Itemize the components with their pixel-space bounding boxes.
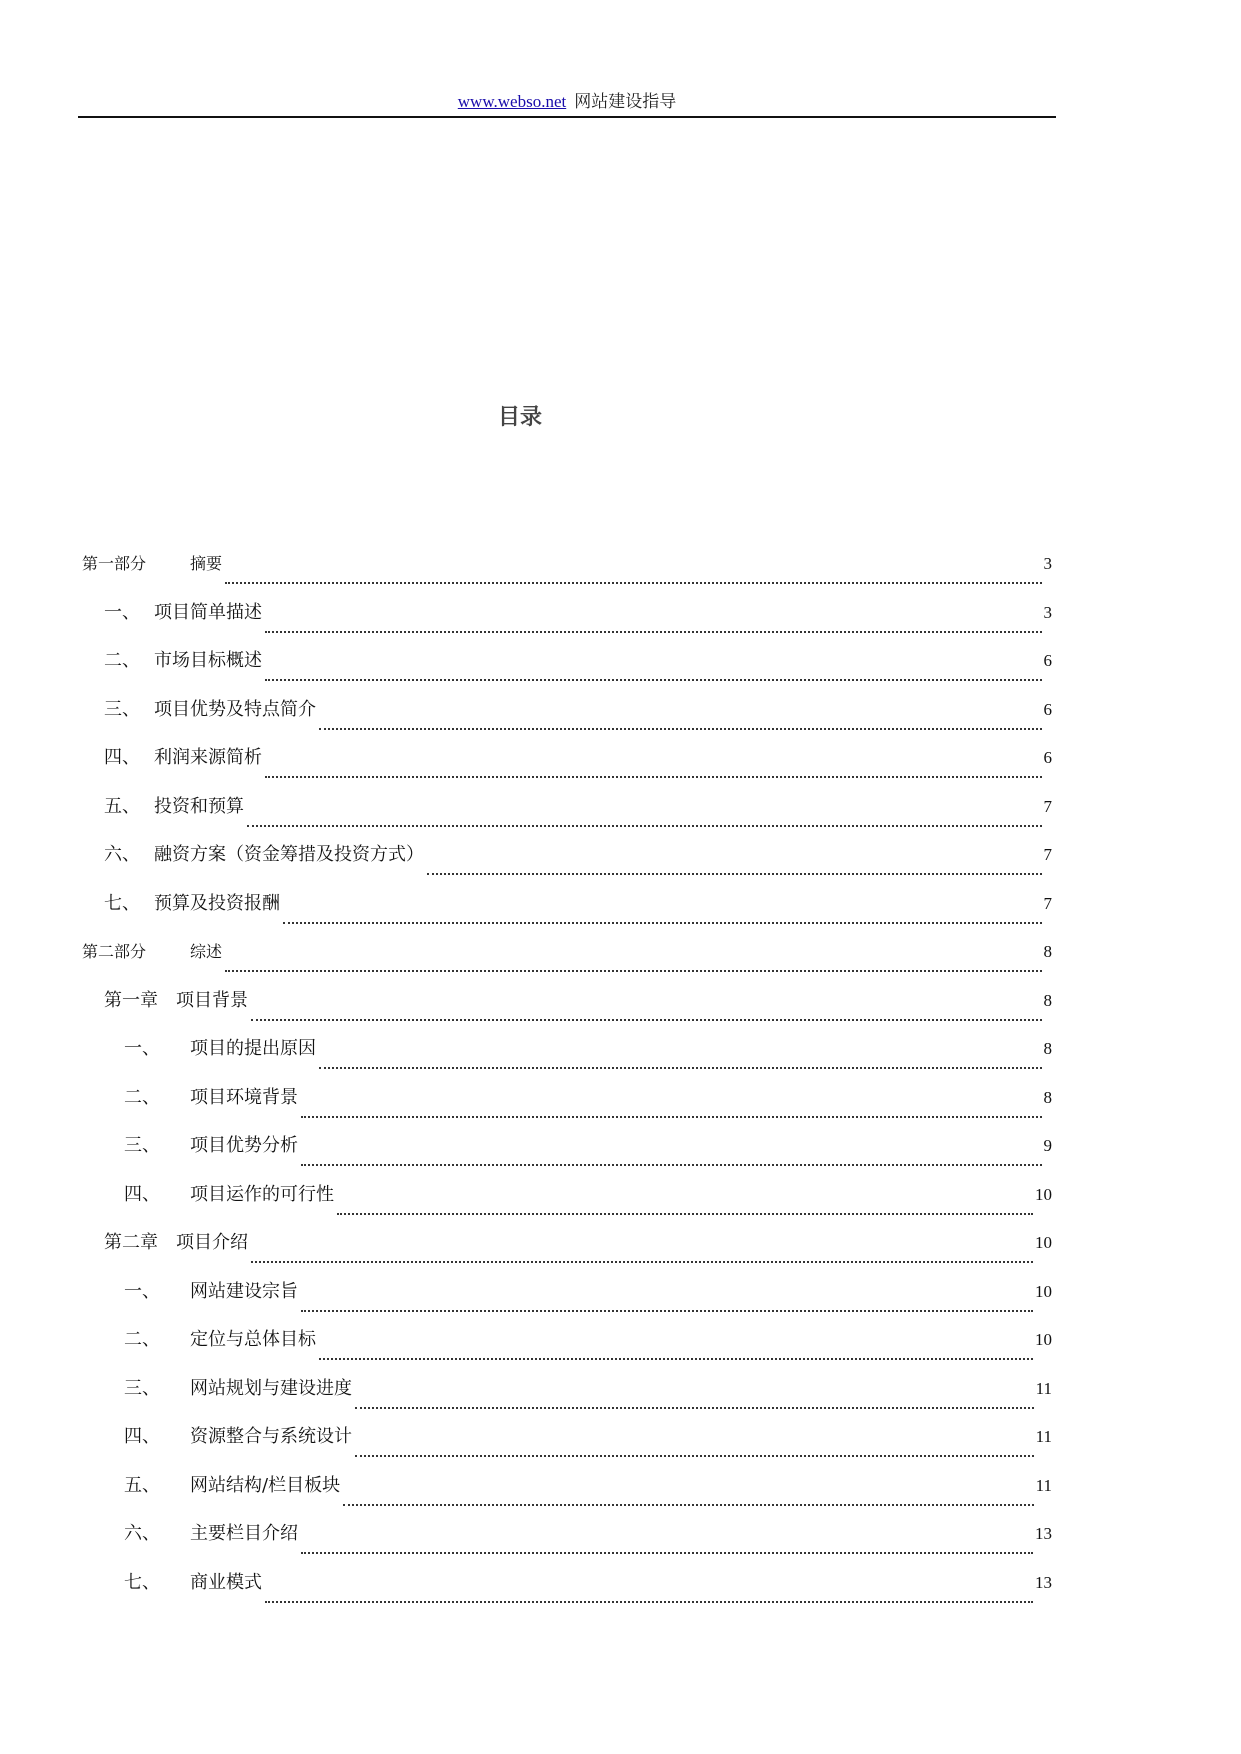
toc-title: 目录 [497, 405, 542, 430]
toc-page-number: 3 [1043, 602, 1052, 622]
toc-page-number: 8 [1043, 1087, 1052, 1107]
table-of-contents [82, 550, 1052, 1617]
toc-entry[interactable] [82, 1084, 1052, 1133]
header-site-link[interactable]: www.webso.net [457, 92, 567, 111]
toc-entry-number: 五、 [104, 795, 140, 817]
toc-dot-leader [301, 1552, 1033, 1554]
toc-dot-leader [265, 631, 1042, 633]
toc-dot-leader [355, 1455, 1034, 1457]
toc-entry[interactable] [82, 1472, 1052, 1521]
toc-entry-number: 第二部分 [82, 942, 147, 961]
toc-page-number: 6 [1043, 699, 1052, 719]
toc-page-number: 7 [1043, 893, 1052, 913]
toc-page-number: 7 [1043, 845, 1052, 864]
toc-entry[interactable] [82, 1520, 1052, 1569]
toc-page-number: 9 [1043, 1136, 1052, 1155]
toc-dot-leader [251, 1261, 1033, 1263]
toc-entry[interactable] [82, 1326, 1052, 1375]
toc-entry-label: 项目介绍 [176, 1232, 248, 1253]
toc-entry-label: 网站规划与建设进度 [190, 1377, 352, 1399]
toc-entry[interactable] [82, 938, 1052, 987]
toc-page-number: 11 [1035, 1427, 1052, 1446]
toc-page-number: 10 [1035, 1281, 1052, 1301]
toc-entry[interactable] [82, 1132, 1052, 1181]
header-divider [78, 116, 1056, 118]
toc-page-number: 8 [1043, 990, 1052, 1010]
toc-entry[interactable] [82, 550, 1052, 599]
toc-entry[interactable] [82, 1375, 1052, 1424]
toc-dot-leader [355, 1407, 1034, 1409]
toc-entry-number: 第二章 [104, 1232, 158, 1253]
toc-page-number: 6 [1043, 748, 1052, 767]
toc-page-number: 11 [1035, 1378, 1052, 1398]
toc-entry-label: 摘要 [190, 554, 223, 573]
toc-entry-number: 一、 [104, 601, 140, 623]
toc-entry[interactable] [82, 890, 1052, 939]
toc-entry-number: 七、 [104, 892, 140, 914]
toc-page-number: 13 [1035, 1524, 1052, 1543]
toc-dot-leader [343, 1504, 1034, 1506]
toc-page-number: 13 [1035, 1572, 1052, 1592]
toc-entry[interactable] [82, 696, 1052, 745]
toc-entry[interactable] [82, 1278, 1052, 1327]
toc-page-number: 8 [1043, 942, 1052, 961]
toc-entry-number: 七、 [124, 1571, 160, 1593]
toc-entry-number: 三、 [124, 1135, 160, 1156]
toc-entry-label: 市场目标概述 [154, 650, 262, 671]
toc-entry-label: 网站建设宗旨 [190, 1280, 298, 1302]
toc-dot-leader [283, 922, 1042, 924]
toc-entry-number: 四、 [124, 1183, 160, 1205]
toc-entry-number: 二、 [124, 1329, 160, 1350]
toc-entry-number: 六、 [104, 844, 140, 865]
toc-entry-label: 定位与总体目标 [190, 1329, 316, 1350]
toc-entry-label: 资源整合与系统设计 [190, 1426, 352, 1447]
toc-entry[interactable] [82, 744, 1052, 793]
toc-dot-leader [319, 1358, 1033, 1360]
toc-entry[interactable] [82, 1229, 1052, 1278]
toc-page-number: 10 [1035, 1330, 1052, 1349]
toc-entry[interactable] [82, 1569, 1052, 1618]
toc-dot-leader [247, 825, 1042, 827]
toc-entry-label: 项目的提出原因 [190, 1038, 316, 1059]
toc-entry-label: 项目背景 [176, 989, 248, 1011]
toc-page-number: 3 [1043, 554, 1052, 573]
toc-page-number: 10 [1035, 1233, 1052, 1252]
toc-dot-leader [427, 873, 1042, 875]
toc-entry-number: 四、 [124, 1426, 160, 1447]
toc-page-number: 10 [1035, 1184, 1052, 1204]
toc-dot-leader [337, 1213, 1033, 1215]
toc-dot-leader [265, 679, 1042, 681]
toc-dot-leader [225, 970, 1041, 972]
toc-dot-leader [265, 776, 1042, 778]
toc-entry-label: 项目环境背景 [190, 1086, 298, 1108]
toc-dot-leader [301, 1310, 1033, 1312]
toc-page-number: 8 [1043, 1039, 1052, 1058]
toc-page-number: 7 [1043, 796, 1052, 816]
toc-entry[interactable] [82, 1035, 1052, 1084]
toc-page-number: 6 [1043, 651, 1052, 670]
toc-entry-label: 网站结构/栏目板块 [190, 1474, 341, 1496]
toc-entry-label: 项目运作的可行性 [190, 1183, 334, 1205]
toc-dot-leader [225, 582, 1041, 584]
toc-entry-number: 三、 [124, 1377, 160, 1399]
toc-entry-label: 预算及投资报酬 [154, 892, 280, 914]
toc-entry-label: 主要栏目介绍 [190, 1523, 298, 1544]
toc-entry-number: 第一部分 [82, 554, 147, 573]
toc-dot-leader [301, 1164, 1042, 1166]
toc-entry-number: 一、 [124, 1038, 160, 1059]
toc-entry-label: 项目简单描述 [154, 601, 262, 623]
toc-entry-number: 二、 [104, 650, 140, 671]
toc-dot-leader [265, 1601, 1033, 1603]
toc-entry-label: 投资和预算 [154, 795, 244, 817]
toc-dot-leader [301, 1116, 1042, 1118]
toc-entry[interactable] [82, 599, 1052, 648]
toc-page-number: 11 [1035, 1475, 1052, 1495]
toc-entry-label: 融资方案（资金筹措及投资方式） [154, 844, 424, 865]
toc-entry[interactable] [82, 647, 1052, 696]
toc-entry[interactable] [82, 987, 1052, 1036]
toc-entry-label: 利润来源简析 [154, 747, 262, 768]
toc-entry-label: 综述 [190, 942, 223, 961]
toc-entry-number: 四、 [104, 747, 140, 768]
toc-entry-number: 一、 [124, 1280, 160, 1302]
toc-entry[interactable] [82, 1181, 1052, 1230]
toc-entry[interactable] [82, 1423, 1052, 1472]
toc-entry-number: 六、 [124, 1523, 160, 1544]
toc-entry-label: 商业模式 [190, 1571, 262, 1593]
toc-dot-leader [251, 1019, 1042, 1021]
toc-entry[interactable] [82, 841, 1052, 890]
page-header [78, 88, 1056, 116]
toc-entry-number: 二、 [124, 1086, 160, 1108]
toc-entry-number: 第一章 [104, 989, 158, 1011]
header-title: 网站建设指导 [574, 92, 677, 112]
toc-dot-leader [319, 728, 1042, 730]
toc-entry-number: 五、 [124, 1474, 160, 1496]
toc-entry-number: 三、 [104, 698, 140, 720]
toc-entry-label: 项目优势及特点简介 [154, 698, 316, 720]
toc-entry-label: 项目优势分析 [190, 1135, 298, 1156]
toc-entry[interactable] [82, 793, 1052, 842]
toc-dot-leader [319, 1067, 1042, 1069]
